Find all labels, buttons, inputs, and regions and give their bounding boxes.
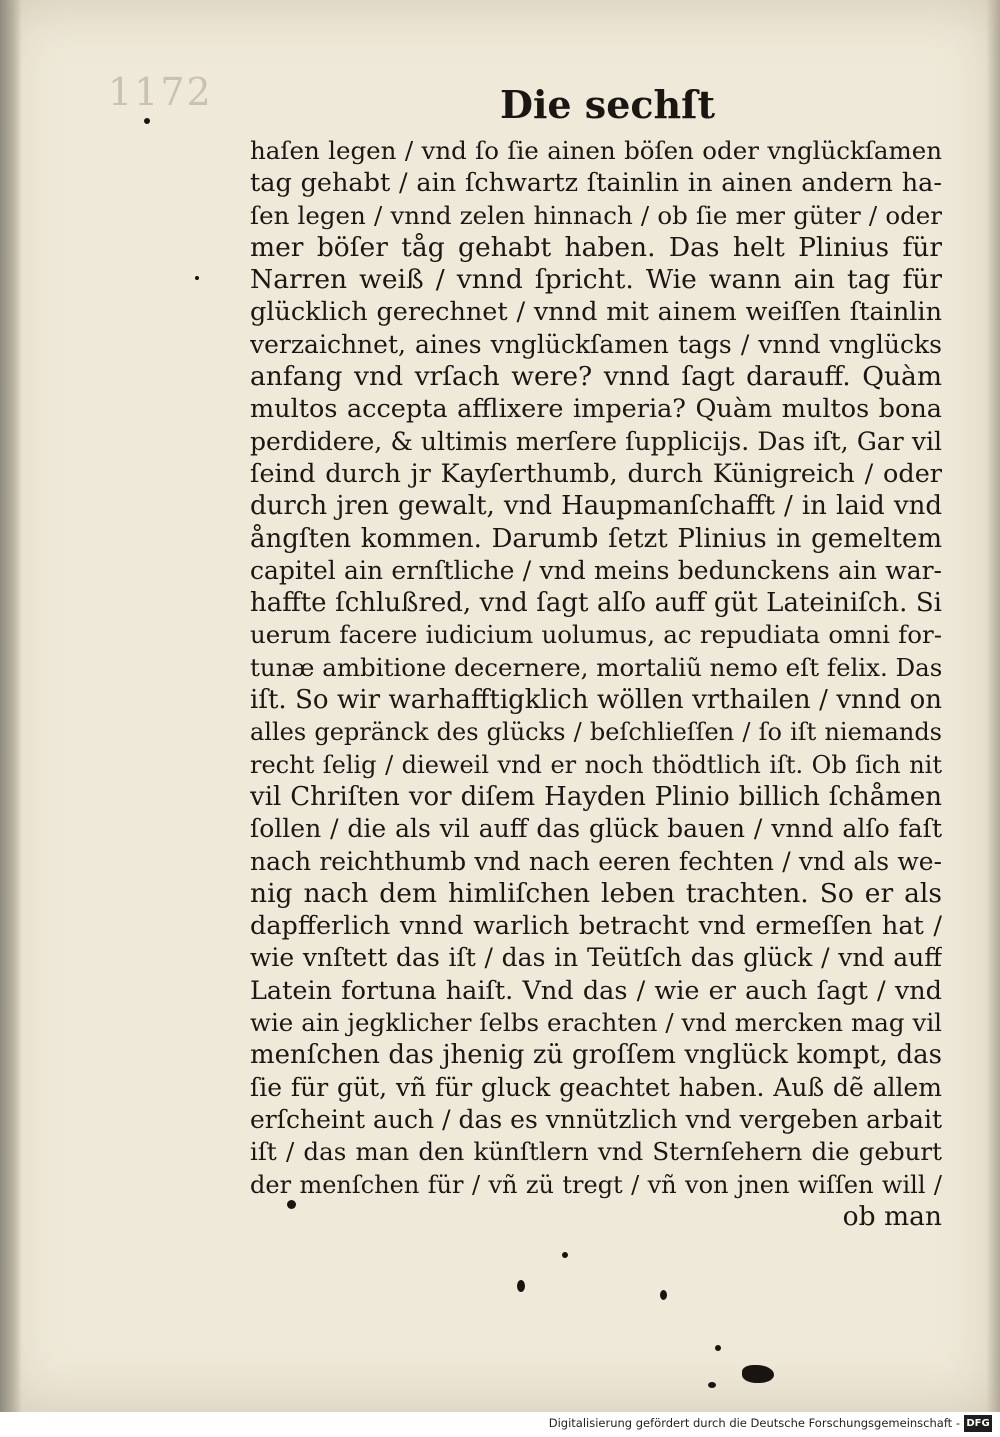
text-line: ſie für güt, vñ für gluck geachtet haben. Auß dẽ allem (250, 1072, 942, 1102)
text-line: der menſchen für / vñ zü tregt / vñ von jnen wiſſen will / (250, 1170, 942, 1199)
dfg-logo-icon: DFG (964, 1415, 992, 1432)
text-line: Narren weiß / vnnd ſpricht. Wie wann ain tag für (250, 264, 942, 296)
text-line: verzaichnet, aines vnglückſamen tags / vnnd vnglücks (250, 329, 942, 359)
text-line: ſen legen / vnnd zelen hinnach / ob ſie mer güter / oder (250, 200, 942, 230)
text-line: dapfferlich vnnd warlich betracht vnd ermeſſen hat / (250, 911, 942, 942)
folio-number: 1172 (108, 70, 213, 114)
text-line: haſen legen / vnd ſo ſie ainen böſen oder vnglückſamen (250, 136, 942, 165)
text-line: iſt. So wir warhafftigklich wöllen vrthailen / vnnd on (250, 685, 942, 716)
text-line: glücklich gerechnet / vnnd mit ainem weiſſen ſtainlin (250, 297, 942, 328)
text-line: vil Chriſten vor diſem Hayden Plinio billich ſchåmen (250, 781, 942, 812)
text-line: recht ſelig / dieweil vnd er noch thödtlich iſt. Ob ſich nit (250, 750, 942, 779)
text-line: wie ain jegklicher ſelbs erachten / vnd mercken mag vil (250, 1008, 942, 1038)
text-line: ſeind durch jr Kayſerthumb, durch Künigreich / oder (250, 458, 942, 489)
text-line: nach reichthumb vnd nach eeren fechten / vnd als we- (250, 846, 942, 876)
text-line: tunæ ambitione decernere, mortaliũ nemo eſt felix. Das (250, 652, 942, 682)
text-line: perdidere, & ultimis merſere ſupplicijs. Das iſt, Gar vil (250, 426, 942, 456)
ink-speck (195, 276, 199, 280)
ink-speck (287, 1200, 296, 1209)
page-binding-edge (0, 0, 22, 1412)
ink-speck (660, 1290, 667, 1300)
running-head: Die sechſt (500, 82, 716, 127)
text-line: multos accepta afflixere imperia? Quàm multos bona (250, 394, 942, 425)
catchword: ob man (842, 1200, 942, 1232)
text-line: nig nach dem himliſchen leben trachten. So er als (250, 877, 942, 909)
body-text (250, 135, 942, 1233)
text-line: wie vnſtett das iſt / das in Teütſch das glück / vnd auff (250, 943, 942, 973)
text-line: tag gehabt / ain ſchwartz ſtainlin in ainen andern ha- (250, 168, 942, 199)
text-line: menſchen das jhenig zü groſſem vnglück kompt, das (250, 1040, 942, 1071)
text-line: ſollen / die als vil auff das glück bauen / vnnd alſo faſt (250, 814, 942, 844)
funding-credit: Digitalisierung gefördert durch die Deutsche Forschungsgemeinschaft - (548, 1416, 960, 1430)
text-line: anfang vnd vrſach were? vnnd ſagt darauff. Quàm (250, 361, 942, 393)
text-line: alles gepränck des glücks / beſchlieſſen / ſo iſt niemands (250, 718, 942, 747)
text-line: iſt / das man den künſtlern vnd Sternſehern die geburt (250, 1137, 942, 1167)
text-line: durch jren gewalt, vnd Haupmanſchafft / in laid vnd (250, 491, 942, 522)
text-line: ångſten kommen. Darumb ſetzt Plinius in gemeltem (250, 523, 942, 554)
ink-speck (708, 1382, 716, 1388)
ink-speck (562, 1252, 568, 1258)
text-line: capitel ain ernſtliche / vnd meins bedunckens ain war- (250, 555, 942, 585)
ink-stain (742, 1365, 774, 1383)
ink-speck (144, 118, 150, 124)
text-line: mer böſer tåg gehabt haben. Das helt Plinius für (250, 231, 942, 263)
footer-bar (0, 1412, 1000, 1437)
page-right-edge (986, 0, 1000, 1412)
text-line: erſcheint auch / das es vnnützlich vnd vergeben arbait (250, 1104, 942, 1134)
text-line: uerum facere iudicium uolumus, ac repudiata omni for- (250, 620, 942, 650)
text-line: Latein fortuna haiſt. Vnd das / wie er auch ſagt / vnd (250, 975, 942, 1006)
ink-speck (517, 1280, 525, 1292)
text-line: haffte ſchlußred, vnd ſagt alſo auff güt Lateiniſch. Si (250, 588, 942, 619)
ink-speck (715, 1345, 721, 1351)
